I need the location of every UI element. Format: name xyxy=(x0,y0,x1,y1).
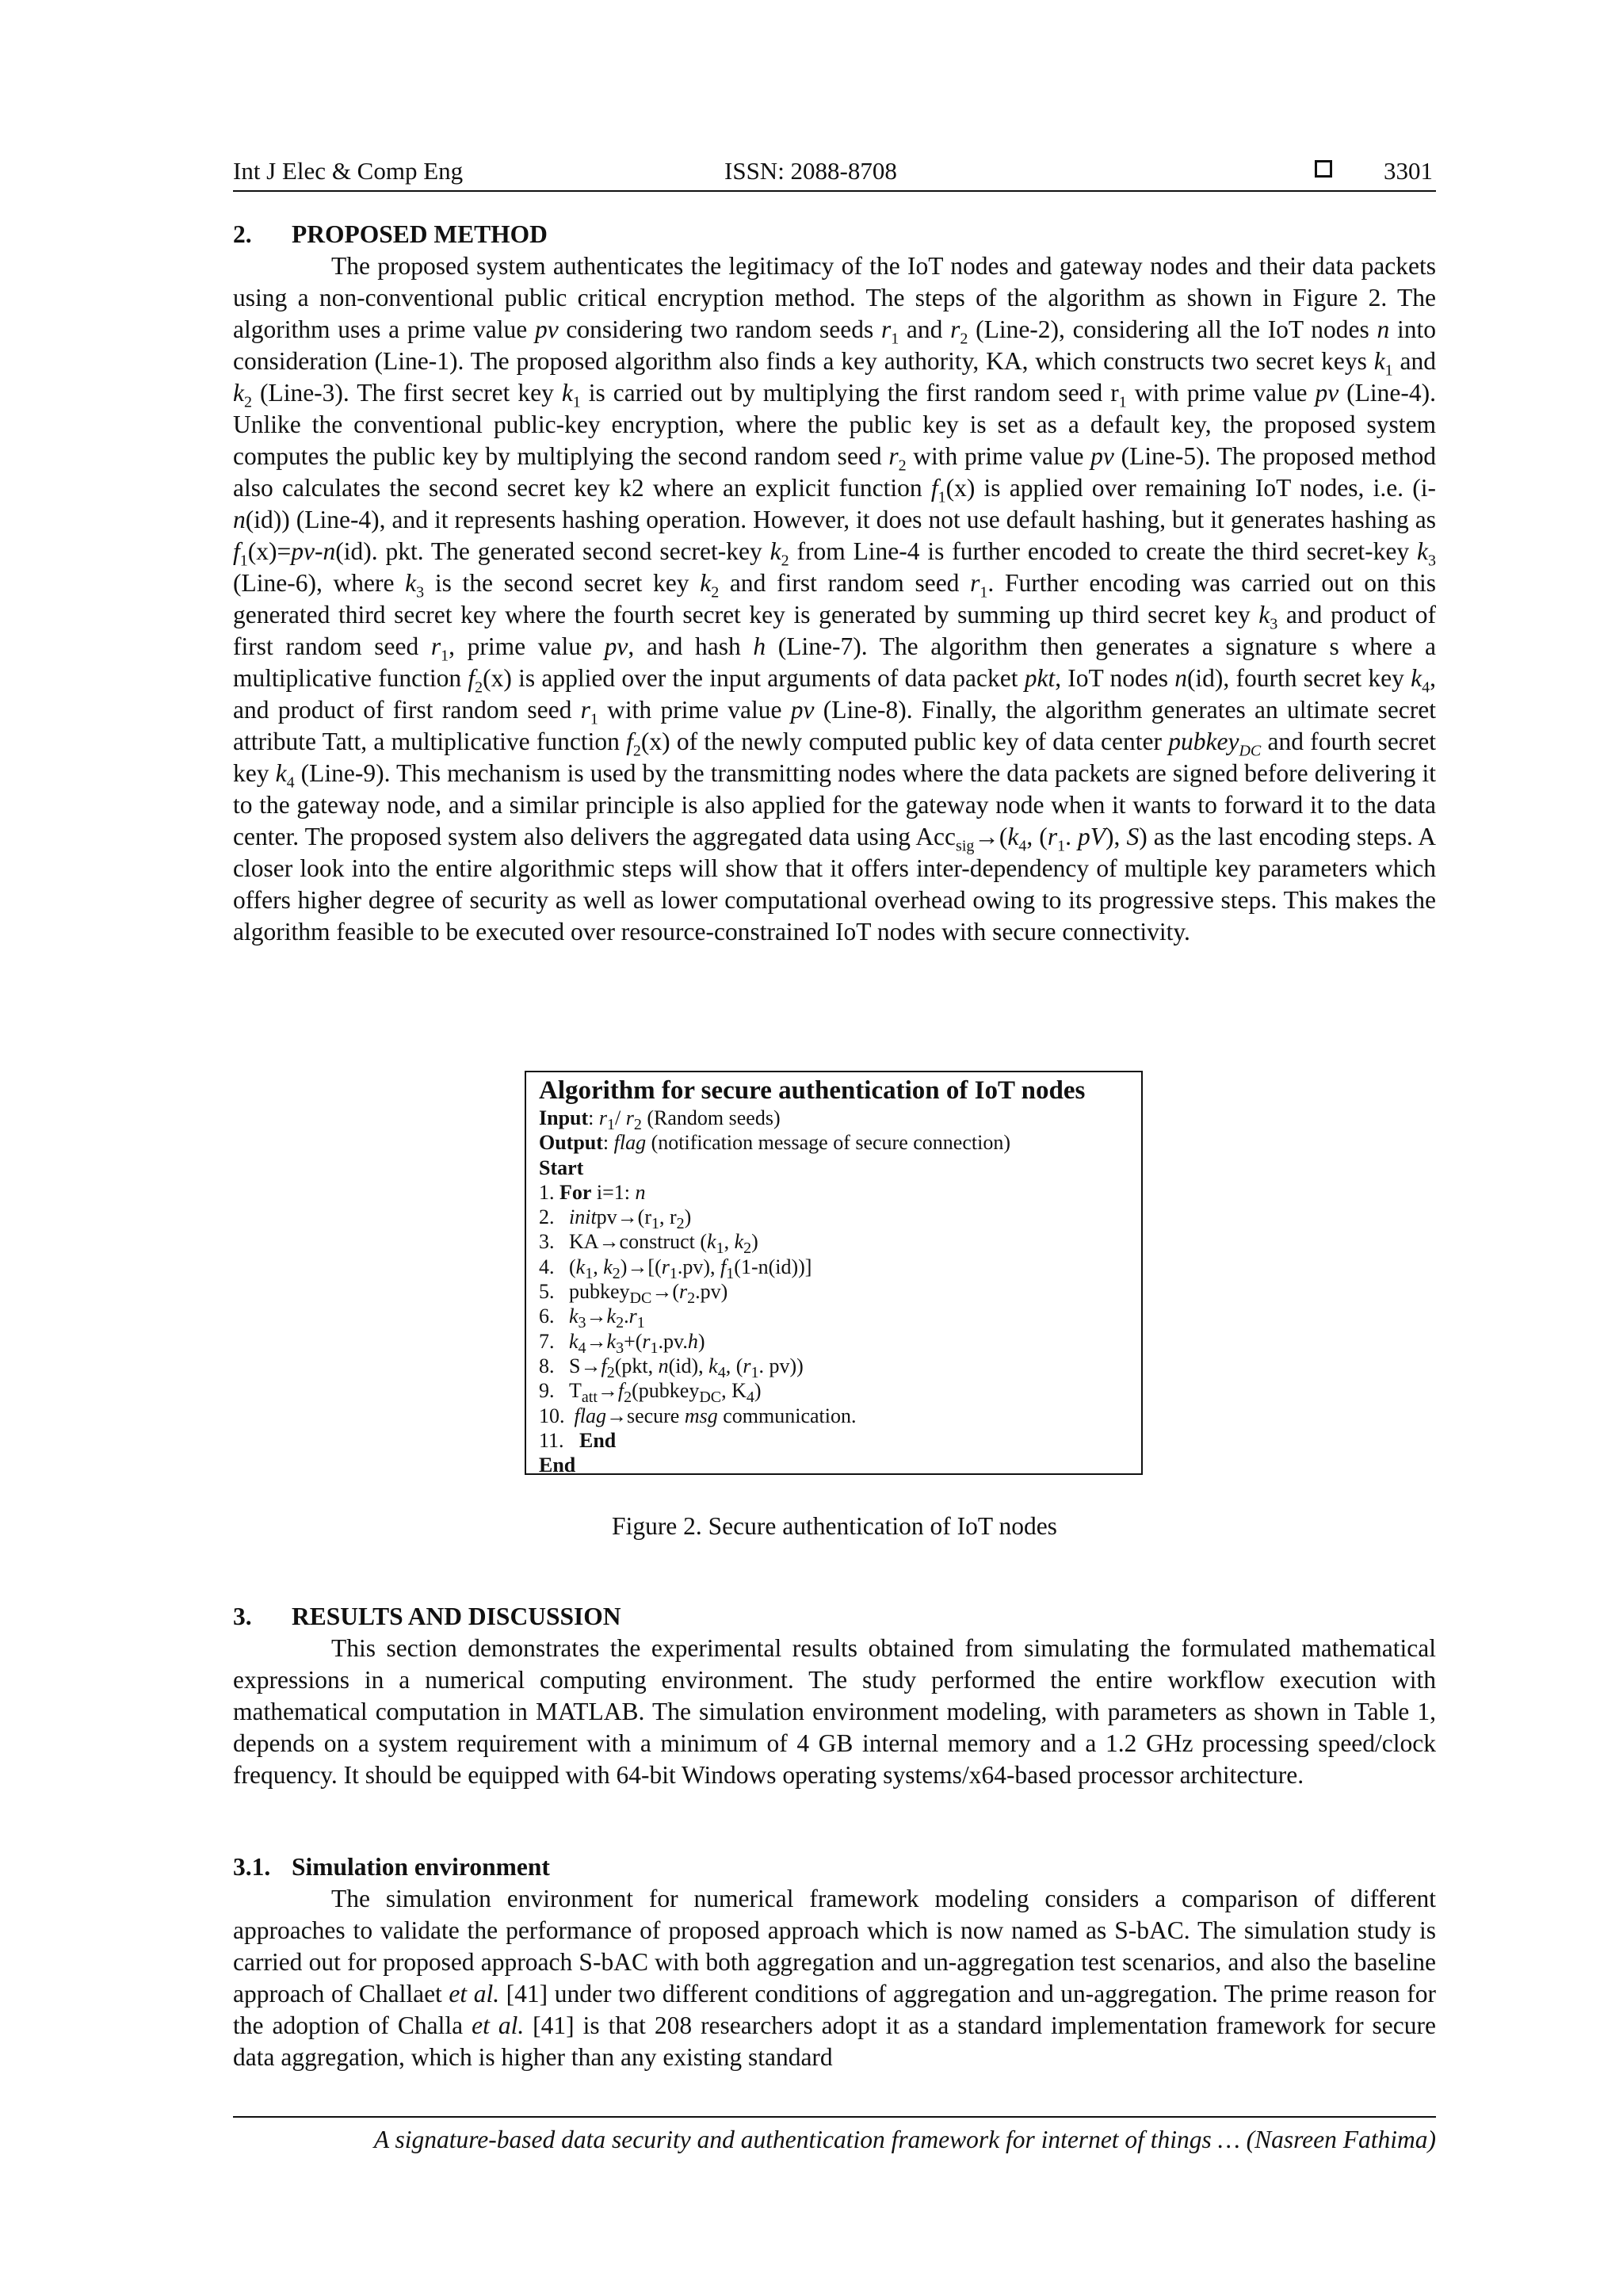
subsection-heading: 3.1. Simulation environment xyxy=(233,1853,550,1881)
algorithm-line: 6. $k_3\to k_2.r_1$ xyxy=(539,1305,645,1332)
algorithm-line: 11. End xyxy=(539,1428,617,1452)
section-paragraph: The simulation environment for numerical framework modeling considers a comparison of different approaches to validate the performance of proposed approach which is now named as S-bAC. The simulation study is carried out for proposed approach S-bAC with both aggregation and un-aggregation test scenarios, and also the baseline approach of Challaet et al. [41] under two different conditions of aggregation and un-aggregation. The prime reason for the adoption of Challa et al. [41] is that 208 researchers adopt it as a standard implementation framework for secure data aggregation, which is higher than any existing standard xyxy=(233,1885,1436,2071)
algorithm-title: Algorithm for secure authentication of IoT nodes xyxy=(539,1076,1086,1105)
algorithm-output: Output: flag (notification message of secure connection) xyxy=(539,1131,1010,1155)
running-footer: A signature-based data security and authentication framework for internet of things … (Nasreen Fathima) xyxy=(373,2126,1436,2153)
algorithm-box xyxy=(525,1071,1143,1475)
algorithm-line: 8. $S\to f_2(pkt$, n(id), $k_4$, ($r_1$. pv)) xyxy=(539,1354,804,1382)
algorithm-start: Start xyxy=(539,1156,584,1179)
algorithm-input: Input: $r_1/$ $r_2$ (Random seeds) xyxy=(539,1106,781,1134)
footer-rule xyxy=(233,2116,1436,2118)
issn: ISSN: 2088-8708 xyxy=(724,157,897,185)
algorithm-line: 10. flag→secure msg communication. xyxy=(539,1404,857,1427)
journal-name: Int J Elec & Comp Eng xyxy=(233,157,464,185)
section-heading: 2. PROPOSED METHOD xyxy=(233,220,548,248)
square-bullet-icon xyxy=(1315,160,1332,178)
algorithm-line: 3. KA→construct ($k_1$, $k_2$) xyxy=(539,1230,758,1258)
section-paragraph: This section demonstrates the experimental results obtained from simulating the formulated mathematical expressions in a numerical computing environment. The study performed the entire workflow execution with mathematical computation in MATLAB. The simulation environment modeling, with parameters as shown in Table 1, depends on a system requirement with a minimum of 4 GB internal memory and a 1.2 GHz processing speed/clock frequency. It should be equipped with 64-bit Windows operating systems/x64-based processor architecture. xyxy=(233,1634,1436,1789)
algorithm-end: End xyxy=(539,1454,576,1477)
algorithm-line: 4. ($k_1$, $k_2)\to[(r_1.pv)$, $f_1(1-n(id))$] xyxy=(539,1255,812,1282)
running-header xyxy=(233,155,1436,187)
figure-caption: Figure 2. Secure authentication of IoT nodes xyxy=(612,1512,1057,1540)
algorithm-line: 7. $k_4\to k_3+(r_1.pv.h)$ xyxy=(539,1329,705,1357)
section-paragraph: The proposed system authenticates the legitimacy of the IoT nodes and gateway nodes and their data packets using a non-conventional public critical encryption method. The steps of the algorithm as shown in Figure 2. The algorithm uses a prime value pv considering two random seeds $r_1$ and $r_2$ (Line-2), considering all the IoT nodes n into consideration (Line-1). The proposed algorithm also finds a key authority, KA, which constructs two secret keys $k_1$ and $k_2$ (Line-3). The first secret key $k_1$ is carried out by multiplying the first random seed $r_1$ with prime value pv (Line-4). Unlike the conventional public-key encryption, where the public key is set as a default key, the proposed system computes the public key by multiplying the second random seed $r_2$ with prime value pv (Line-5). The proposed method also calculates the second secret key k2 where an explicit function $f_1(x)$ is applied over remaining IoT nodes, i.e. (i-n(id)) (Line-4), and it represents hashing operation. However, it does not use default hashing, but it generates hashing as $f_1(x)=pv-n(id)$. pkt. The generated second secret-key $k_2$ from Line-4 is further encoded to create the third secret-key $k_3$ (Line-6), where $k_3$ is the second secret key $k_2$ and first random seed $r_1$. Further encoding was carried out on this generated third secret key where the fourth secret key is generated by summing up third secret key $k_3$ and product of first random seed $r_1$, prime value pv, and hash h (Line-7). The algorithm then generates a signature s where a multiplicative function $f_2(x)$ is applied over the input arguments of data packet pkt, IoT nodes n(id), fourth secret key $k_4$, and product of first random seed $r_1$ with prime value pv (Line-8). Finally, the algorithm generates an ultimate secret attribute Tatt, a multiplicative function $f_2(x)$ of the newly computed public key of data center pubkey$_{DC}$ and fourth secret key $k_4$ (Line-9). This mechanism is used by the transmitting nodes where the data packets are signed before delivering it to the gateway node, and a similar principle is also applied for the gateway node when it wants to forward it to the data center. The proposed system also delivers the aggregated data using $Acc_{sig}\to(k_4$, ($r_1$. pV), S) as the last encoding steps. A closer look into the entire algorithmic steps will show that it offers inter-dependency of multiple key parameters which offers higher degree of security as well as lower computational overhead owing to its progressive steps. This makes the algorithm feasible to be executed over resource-constrained IoT nodes with secure connectivity. xyxy=(233,252,1437,946)
algorithm-line: 1. For i=1: n xyxy=(539,1180,646,1204)
algorithm-line: 2. $initpv\to(r_1$, $r_2$) xyxy=(539,1205,692,1233)
algorithm-line: 9. $T_{att}\to f_2(pubkey_{DC}$, $K_4$) xyxy=(539,1379,762,1407)
algorithm-line: 5. $pubkey_{DC}\to(r_2.pv)$ xyxy=(539,1280,728,1308)
section-heading: 3. RESULTS AND DISCUSSION xyxy=(233,1603,621,1630)
page-number: 3301 xyxy=(1384,157,1433,185)
header-rule xyxy=(233,190,1436,192)
